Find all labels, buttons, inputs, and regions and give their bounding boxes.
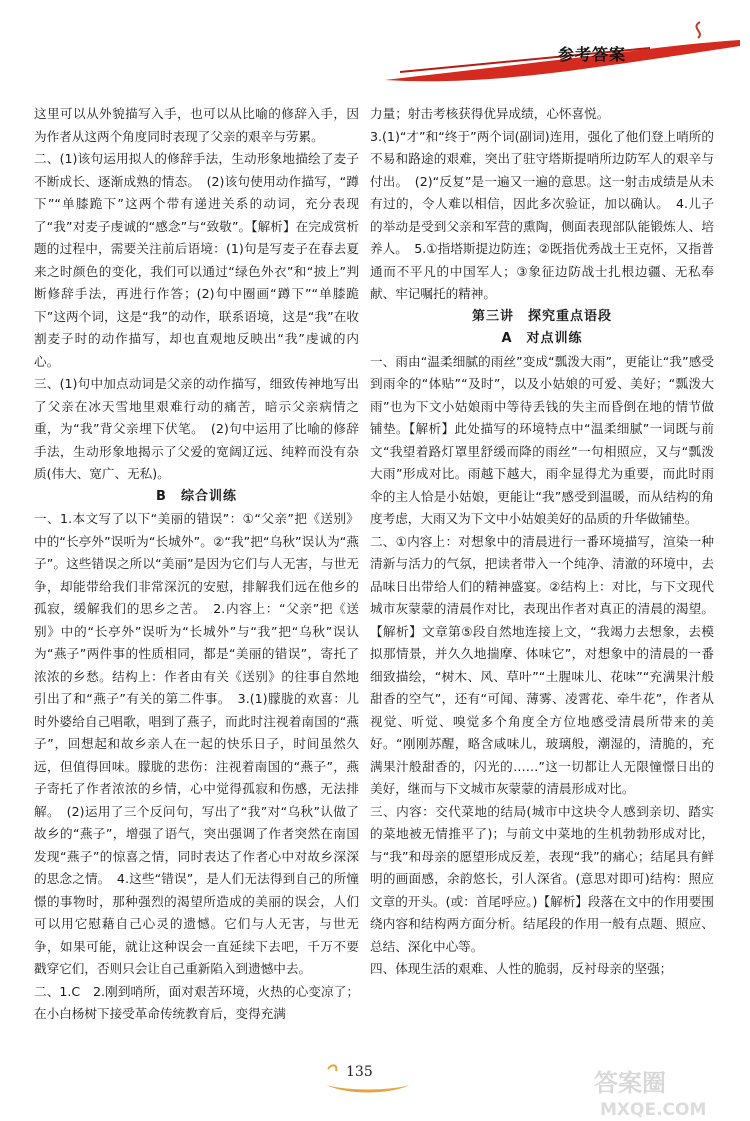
- flourish-icon: [696, 22, 700, 38]
- left-para-5: 二、1.C 2.刚到哨所，面对艰苦环境，火热的心变凉了；在小白杨树下接受革命传统教育后，变得充满: [34, 983, 359, 1021]
- right-para-1: 力量；射击考核获得优异成绩，心怀喜悦。: [370, 106, 610, 121]
- header-swoosh: [0, 0, 750, 100]
- section-b-title: B 综合训练: [156, 488, 237, 504]
- left-para-1: 这里可以从外貌描写入手，也可以从比喻的修辞入手，因为作者从这两个角度同时表现了父亲的艰辛与劳累。: [34, 106, 359, 144]
- watermark-url-text: MXQE.COM: [600, 1100, 707, 1120]
- header-title: 参考答案: [558, 45, 627, 64]
- watermark-cn-text: 答案圈: [594, 1069, 666, 1097]
- left-para-2: 二、(1)该句运用拟人的修辞手法，生动形象地描绘了麦子不断成长、逐渐成熟的情态。 (2)该句使用动作描写，“蹲下”“单膝跪下”这两个带有递进关系的动词，充分表现了“我”对麦子虔诚的“感念”与“致敬”。【解析】在完成赏析题的过程中，需要关注前后语境：(1)句是写麦子在春去夏来之时颜色的变化，我们可以通过“绿色外衣”和“披上”判断修辞手法，再进行作答；(2)句中圈画“蹲下”“单膝跪下”这两个词，这是“我”的动作，联系语境，这是“我”在收割麦子时的动作描写，却也直观地反映出“我”虔诚的内心。: [34, 151, 359, 369]
- watermark-logo: [590, 1065, 745, 1120]
- right-para-4: 二、①内容上：对想象中的清晨进行一番环境描写，渲染一种清新与活力的气氛，把读者带入一个纯净、清澈的环境中，去品味日出带给人们的精神盛宴。②结构上：对比，与下文现代城市灰蒙蒙的清晨作对比，表现出作者对真正的清晨的渴望。【解析】文章第⑤段自然地连接上文，“我竭力去想象，去模拟那情景，并久久地揣摩、体味它”，对想象中的清晨的一番细致描绘，“树木、风、草叶”“土腥味儿、花味”“充满果汁般甜香的空气”，还有“可闻、薄雾、凌霄花、牵牛花”，作者从视觉、听觉、嗅觉多个角度全方位地感受清晨所带来的美好。“刚刚苏醒，略含咸味儿，玻璃般，潮湿的，清脆的，充满果汁般甜香的，闪光的……”这一切都让人无限憧憬日出的美好，继而与下文城市灰蒙蒙的清晨形成对比。: [370, 533, 714, 796]
- right-para-2: 3.(1)“才”和“终于”两个词(副词)连用，强化了他们登上哨所的不易和路途的艰难，突出了驻守塔斯提哨所边防军人的艰辛与付出。 (2)“反复”是一遍又一遍的意思。这一射击成绩是从未有过的，令人难以相信，因此多次验证，加以确认。 4.儿子的举动是受到父亲和军营的熏陶，侧面表现部队能锻炼人、培养人。 5.①指塔斯提边防连；②既指优秀战士王克怀，又指普通而不平凡的中国军人；③象征边防战士扎根边疆、无私奉献、牢记嘱托的精神。: [370, 128, 714, 301]
- right-para-5: 三、内容：交代菜地的结局(城市中这块令人感到亲切、踏实的菜地被无情推平了)；与前文中菜地的生机勃勃形成对比，与“我”和母亲的愿望形成反差，表现“我”的痛心；结尾具有鲜明的画面感，余韵悠长，引人深省。(意思对即可)结构：照应文章的开头。(或：首尾呼应。)【解析】段落在文中的作用要围绕内容和结构两方面分析。结尾段的作用一般有点题、照应、总结、深化中心等。: [370, 803, 714, 954]
- page-number: 135: [346, 1064, 373, 1080]
- right-para-6: 四、体现生活的艰难、人性的脆弱，反衬母亲的坚强；: [370, 961, 673, 976]
- right-para-3: 一、雨由“温柔细腻的雨丝”变成“瓢泼大雨”，更能让“我”感受到雨伞的“体贴”“及时”，以及小姑娘的可爱、美好；“瓢泼大雨”也为下文小姑娘雨中等待丢钱的失主而昏倒在地的情节做铺垫。【解析】此处描写的环境特点中“温柔细腻”一词既与前文“我望着路灯罩里舒缓而降的雨丝”一句相照应，又与“瓢泼大雨”形成对比。雨越下越大，雨伞显得尤为重要，而此时雨伞的主人恰是小姑娘，更能让“我”感受到温暖，而从结构的角度考虑，大雨又为下文中小姑娘美好的品质的升华做铺垫。: [370, 353, 714, 526]
- lecture-title: 第三讲 探究重点语段: [471, 308, 612, 324]
- left-para-4: 一、1.本文写了以下“美丽的错误”：①“父亲”把《送别》中的“长亭外”误听为“长城外”。②“我”把“乌秋”误认为“燕子”。这些错误之所以“美丽”是因为它们与人无害，与世无争，却能带给我们非常深沉的安慰，排解我们远在他乡的孤寂，缓解我们的思乡之苦。 2.内容上：“父亲”把《送别》中的“长亭外”误听为“长城外”与“我”把“乌秋”误认为“燕子”两件事的性质相同，都是“美丽的错误”，寄托了浓浓的乡愁。结构上：作者由有关《送别》的往事自然地引出了和“燕子”有关的第二件事。 3.(1)朦胧的欢喜：儿时外婆给自己唱歌，唱到了燕子，而此时注视着南国的“燕子”，回想起和故乡亲人在一起的快乐日子，时间虽然久远，但值得回味。朦胧的悲伤：注视着南国的“燕子”，燕子寄托了作者浓浓的乡情，心中觉得孤寂和伤感，无法排解。 (2)运用了三个反问句，写出了“我”对“乌秋”认做了故乡的“燕子”，增强了语气，突出强调了作者突然在南国发现“燕子”的惊喜之情，同时表达了作者心中对故乡深深的思念之情。 4.这些“错误”，是人们无法得到自己的所憧憬的事物时，那种强烈的渴望所造成的美丽的误会，人们可以用它慰藉自己心灵的遗憾。它们与人无害，与世无争，如果可能，就让这种误会一直延续下去吧，千万不要戳穿它们，否则只会让自己重新陷入到遗憾中去。: [34, 511, 359, 976]
- ornament-curl-icon: [328, 1065, 336, 1071]
- left-column: [34, 103, 359, 1026]
- section-a-title: A 对点训练: [501, 331, 583, 346]
- left-para-3: 三、(1)句中加点动词是父亲的动作描写，细致传神地写出了父亲在冰天雪地里艰难行动的痛苦，暗示父亲病情之重，为“我”背父亲埋下伏笔。 (2)句中运用了比喻的修辞手法，生动形象地揭示了父爱的宽阔辽远、纯粹而没有杂质(伟大、宽广、无私)。: [34, 376, 359, 481]
- ornament-wave-icon: [326, 1085, 410, 1093]
- page-header: [0, 0, 750, 100]
- right-column: [370, 103, 714, 981]
